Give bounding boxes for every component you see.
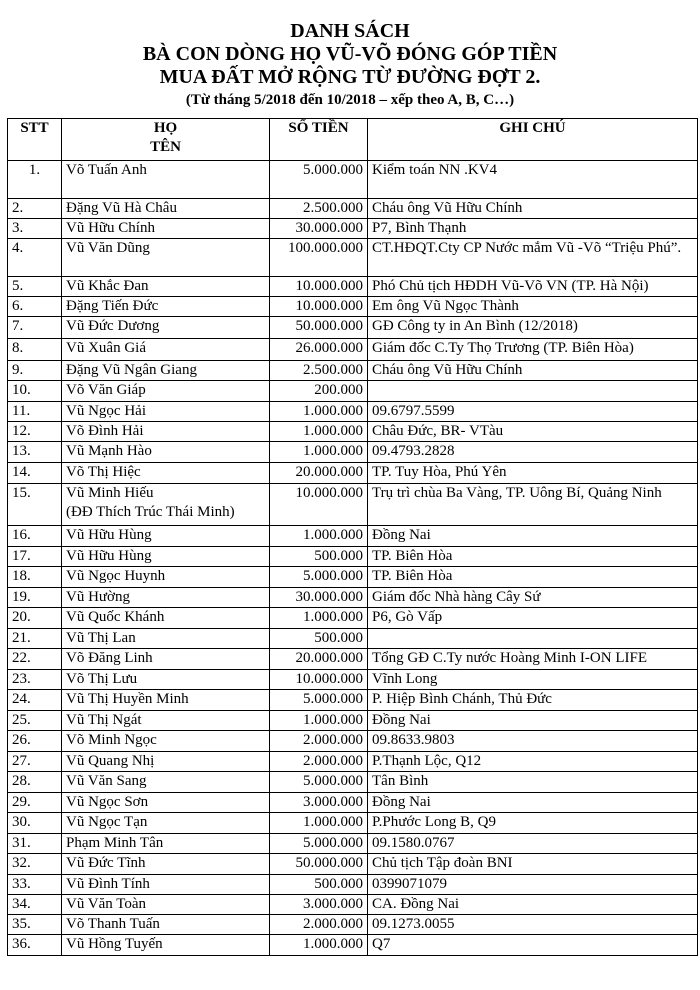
cell-amount: 1.000.000 <box>270 442 368 463</box>
cell-name <box>62 402 270 422</box>
cell-name-text: Vũ Hồng Tuyến <box>66 936 163 952</box>
cell-name <box>62 339 270 361</box>
cell-name <box>62 297 270 317</box>
table-row <box>8 752 698 772</box>
cell-name-text: Đặng Vũ Ngân Giang <box>66 362 197 378</box>
cell-stt: 33. <box>8 875 62 895</box>
cell-amount: 3.000.000 <box>270 793 368 813</box>
cell-note <box>368 381 698 402</box>
table-row <box>8 567 698 588</box>
contribution-table <box>7 118 698 956</box>
table-row <box>8 339 698 361</box>
cell-amount: 5.000.000 <box>270 834 368 854</box>
cell-stt: 29. <box>8 793 62 813</box>
cell-stt: 16. <box>8 526 62 547</box>
cell-name-text: Vũ Hữu Hùng <box>66 548 152 564</box>
cell-stt: 31. <box>8 834 62 854</box>
cell-name <box>62 834 270 854</box>
table-row <box>8 277 698 297</box>
cell-stt: 27. <box>8 752 62 772</box>
cell-note: 09.8633.9803 <box>368 731 698 752</box>
header-amount: SỐ TIỀN <box>270 119 368 161</box>
cell-name-text: Vũ Văn Dũng <box>66 240 150 256</box>
cell-note: P7, Bình Thạnh <box>368 219 698 239</box>
cell-amount: 5.000.000 <box>270 772 368 793</box>
cell-amount: 50.000.000 <box>270 317 368 339</box>
cell-note: Đồng Nai <box>368 526 698 547</box>
cell-note: 09.6797.5599 <box>368 402 698 422</box>
cell-name-text: Vũ Quang Nhị <box>66 753 155 769</box>
cell-amount: 20.000.000 <box>270 463 368 484</box>
cell-stt: 20. <box>8 608 62 629</box>
doc-period: (Từ tháng 5/2018 đến 10/2018 – xếp theo A, B, C…) <box>185 92 515 108</box>
cell-note: P.Phước Long B, Q9 <box>368 813 698 834</box>
cell-name-text: Vũ Thị Ngát <box>66 712 142 728</box>
cell-stt: 24. <box>8 690 62 711</box>
cell-amount: 2.500.000 <box>270 199 368 219</box>
cell-name-text: Vũ Quốc Khánh <box>66 609 165 625</box>
cell-name <box>62 422 270 442</box>
cell-name <box>62 361 270 381</box>
cell-stt: 30. <box>8 813 62 834</box>
cell-amount: 10.000.000 <box>270 484 368 526</box>
cell-amount: 2.000.000 <box>270 915 368 935</box>
cell-name <box>62 752 270 772</box>
cell-name <box>62 567 270 588</box>
cell-name-text: Vũ Văn Toàn <box>66 896 147 912</box>
cell-stt: 13. <box>8 442 62 463</box>
header-name-line1: HỌ <box>153 120 178 136</box>
cell-name <box>62 526 270 547</box>
doc-subtitle-1: BÀ CON DÒNG HỌ VŨ-VÕ ĐÓNG GÓP TIỀN <box>142 43 558 65</box>
table-row <box>8 875 698 895</box>
cell-stt: 21. <box>8 629 62 649</box>
cell-note: P.Thạnh Lộc, Q12 <box>368 752 698 772</box>
table-row <box>8 422 698 442</box>
cell-name-text: Võ Tuấn Anh <box>66 162 147 178</box>
cell-note: Cháu ông Vũ Hữu Chính <box>368 199 698 219</box>
cell-note: Đồng Nai <box>368 793 698 813</box>
cell-amount: 30.000.000 <box>270 588 368 608</box>
cell-amount: 2.500.000 <box>270 361 368 381</box>
table-row <box>8 813 698 834</box>
cell-name <box>62 442 270 463</box>
cell-stt: 19. <box>8 588 62 608</box>
table-row <box>8 547 698 567</box>
table-row <box>8 484 698 526</box>
cell-name-text: Vũ Đình Tính <box>66 876 150 892</box>
cell-stt: 23. <box>8 670 62 690</box>
cell-name <box>62 731 270 752</box>
table-row <box>8 935 698 956</box>
cell-amount: 500.000 <box>270 875 368 895</box>
cell-name-text: Vũ Minh Hiếu <box>66 485 154 501</box>
cell-amount: 2.000.000 <box>270 731 368 752</box>
cell-name <box>62 793 270 813</box>
cell-name-text: Vũ Đức Tĩnh <box>66 855 146 871</box>
cell-name-text: Vũ Ngọc Huynh <box>66 568 166 584</box>
cell-name <box>62 239 270 277</box>
cell-name-text: Vũ Thị Lan <box>66 630 136 646</box>
table-row <box>8 381 698 402</box>
table-row <box>8 690 698 711</box>
table-row <box>8 608 698 629</box>
cell-amount: 5.000.000 <box>270 567 368 588</box>
doc-subtitle-2: MUA ĐẤT MỞ RỘNG TỪ ĐƯỜNG ĐỢT 2. <box>159 66 541 88</box>
table-row <box>8 731 698 752</box>
cell-note: Đồng Nai <box>368 711 698 731</box>
cell-stt: 25. <box>8 711 62 731</box>
cell-note: Châu Đức, BR- VTàu <box>368 422 698 442</box>
table-row <box>8 670 698 690</box>
table-row <box>8 895 698 915</box>
table-row <box>8 402 698 422</box>
table-row <box>8 629 698 649</box>
cell-name-text: Võ Thị Lưu <box>66 671 138 687</box>
cell-name <box>62 608 270 629</box>
cell-amount: 3.000.000 <box>270 895 368 915</box>
table-row <box>8 526 698 547</box>
cell-note: CT.HĐQT.Cty CP Nước mắm Vũ -Võ “Triệu Phú”. <box>368 239 698 277</box>
cell-name <box>62 484 270 526</box>
cell-amount: 500.000 <box>270 547 368 567</box>
cell-name-text: Vũ Ngọc Tạn <box>66 814 148 830</box>
cell-amount: 1.000.000 <box>270 711 368 731</box>
cell-amount: 30.000.000 <box>270 219 368 239</box>
cell-note: CA. Đồng Nai <box>368 895 698 915</box>
table-header-row <box>8 119 698 161</box>
cell-note: Phó Chủ tịch HĐDH Vũ-Võ VN (TP. Hà Nội) <box>368 277 698 297</box>
cell-stt: 3. <box>8 219 62 239</box>
table-row <box>8 588 698 608</box>
cell-name <box>62 813 270 834</box>
cell-amount: 26.000.000 <box>270 339 368 361</box>
cell-name <box>62 277 270 297</box>
cell-stt: 28. <box>8 772 62 793</box>
cell-stt: 15. <box>8 484 62 526</box>
cell-note: Cháu ông Vũ Hữu Chính <box>368 361 698 381</box>
cell-name <box>62 935 270 956</box>
cell-note: Tân Bình <box>368 772 698 793</box>
cell-note: TP. Tuy Hòa, Phú Yên <box>368 463 698 484</box>
cell-name <box>62 875 270 895</box>
cell-name-text: Vũ Hữu Chính <box>66 220 155 236</box>
cell-name <box>62 219 270 239</box>
cell-stt: 11. <box>8 402 62 422</box>
cell-name-text: Võ Thanh Tuấn <box>66 916 160 932</box>
cell-amount: 1.000.000 <box>270 813 368 834</box>
cell-stt: 22. <box>8 649 62 670</box>
table-row <box>8 772 698 793</box>
cell-note: GĐ Công ty in An Bình (12/2018) <box>368 317 698 339</box>
cell-name <box>62 629 270 649</box>
cell-amount: 1.000.000 <box>270 608 368 629</box>
cell-note: TP. Biên Hòa <box>368 547 698 567</box>
cell-stt: 1. <box>8 161 62 199</box>
cell-amount: 200.000 <box>270 381 368 402</box>
cell-name <box>62 649 270 670</box>
cell-name-text: Võ Đăng Linh <box>66 650 153 666</box>
cell-stt: 2. <box>8 199 62 219</box>
cell-name <box>62 317 270 339</box>
cell-stt: 32. <box>8 854 62 875</box>
cell-name-text: Võ Văn Giáp <box>66 382 146 398</box>
header-stt: STT <box>8 119 62 161</box>
cell-amount: 5.000.000 <box>270 690 368 711</box>
cell-amount: 5.000.000 <box>270 161 368 199</box>
cell-note: Chủ tịch Tập đoàn BNI <box>368 854 698 875</box>
cell-name <box>62 547 270 567</box>
cell-note: Giám đốc Nhà hàng Cây Sứ <box>368 588 698 608</box>
cell-amount: 10.000.000 <box>270 297 368 317</box>
cell-note: Em ông Vũ Ngọc Thành <box>368 297 698 317</box>
cell-name-text: Phạm Minh Tân <box>66 835 164 851</box>
cell-name <box>62 463 270 484</box>
cell-name-text: Vũ Ngọc Hải <box>66 403 146 419</box>
cell-stt: 6. <box>8 297 62 317</box>
cell-name <box>62 915 270 935</box>
cell-name-text: Vũ Hữu Hùng <box>66 527 152 543</box>
cell-note: P6, Gò Vấp <box>368 608 698 629</box>
cell-stt: 34. <box>8 895 62 915</box>
cell-stt: 9. <box>8 361 62 381</box>
cell-note <box>368 629 698 649</box>
table-row <box>8 219 698 239</box>
cell-amount: 20.000.000 <box>270 649 368 670</box>
table-row <box>8 463 698 484</box>
doc-title: DANH SÁCH <box>290 20 410 42</box>
cell-amount: 100.000.000 <box>270 239 368 277</box>
cell-note: 09.4793.2828 <box>368 442 698 463</box>
cell-stt: 5. <box>8 277 62 297</box>
cell-note: Trụ trì chùa Ba Vàng, TP. Uông Bí, Quảng Ninh <box>368 484 698 526</box>
cell-amount: 1.000.000 <box>270 526 368 547</box>
cell-name-text: Vũ Xuân Giá <box>66 340 146 356</box>
cell-name <box>62 588 270 608</box>
header-name <box>62 119 270 161</box>
cell-name <box>62 670 270 690</box>
cell-amount: 10.000.000 <box>270 670 368 690</box>
cell-stt: 10. <box>8 381 62 402</box>
cell-stt: 4. <box>8 239 62 277</box>
cell-amount: 1.000.000 <box>270 935 368 956</box>
cell-name <box>62 381 270 402</box>
cell-name-text: Đặng Tiến Đức <box>66 298 159 314</box>
cell-amount: 500.000 <box>270 629 368 649</box>
cell-name-text: Vũ Ngọc Sơn <box>66 794 149 810</box>
cell-name-text: Vũ Đức Dương <box>66 318 160 334</box>
table-row <box>8 834 698 854</box>
table-body <box>8 161 698 956</box>
cell-name-text: Vũ Hường <box>66 589 130 605</box>
cell-name <box>62 711 270 731</box>
cell-note: P. Hiệp Bình Chánh, Thủ Đức <box>368 690 698 711</box>
cell-name-text: Võ Minh Ngọc <box>66 732 157 748</box>
table-row <box>8 854 698 875</box>
cell-stt: 14. <box>8 463 62 484</box>
cell-note: TP. Biên Hòa <box>368 567 698 588</box>
table-row <box>8 793 698 813</box>
table-row <box>8 649 698 670</box>
cell-amount: 2.000.000 <box>270 752 368 772</box>
cell-amount: 1.000.000 <box>270 422 368 442</box>
cell-note: Giám đốc C.Ty Thọ Trương (TP. Biên Hòa) <box>368 339 698 361</box>
table-row <box>8 239 698 277</box>
cell-stt: 7. <box>8 317 62 339</box>
cell-note: 09.1273.0055 <box>368 915 698 935</box>
header-note: GHI CHÚ <box>368 119 698 161</box>
cell-stt: 17. <box>8 547 62 567</box>
cell-note: Vĩnh Long <box>368 670 698 690</box>
cell-name <box>62 199 270 219</box>
table-row <box>8 161 698 199</box>
cell-note: Kiểm toán NN .KV4 <box>368 161 698 199</box>
table-row <box>8 711 698 731</box>
table-row <box>8 442 698 463</box>
cell-amount: 1.000.000 <box>270 402 368 422</box>
header-name-line2: TÊN <box>150 139 181 155</box>
cell-note: 09.1580.0767 <box>368 834 698 854</box>
table-row <box>8 317 698 339</box>
cell-name-subtext: (ĐĐ Thích Trúc Thái Minh) <box>66 504 235 520</box>
cell-name-text: Võ Đình Hải <box>66 423 144 439</box>
cell-stt: 18. <box>8 567 62 588</box>
cell-note: Tổng GĐ C.Ty nước Hoàng Minh I-ON LIFE <box>368 649 698 670</box>
cell-name <box>62 690 270 711</box>
cell-name-text: Vũ Thị Huyền Minh <box>66 691 189 707</box>
cell-name-text: Vũ Khắc Đan <box>66 278 149 294</box>
table-row <box>8 297 698 317</box>
cell-name-text: Đặng Vũ Hà Châu <box>66 200 177 216</box>
cell-amount: 50.000.000 <box>270 854 368 875</box>
cell-stt: 12. <box>8 422 62 442</box>
cell-name <box>62 161 270 199</box>
cell-name-text: Vũ Mạnh Hào <box>66 443 152 459</box>
cell-note: 0399071079 <box>368 875 698 895</box>
cell-name-text: Vũ Văn Sang <box>66 773 147 789</box>
cell-stt: 26. <box>8 731 62 752</box>
table-row <box>8 915 698 935</box>
cell-stt: 35. <box>8 915 62 935</box>
cell-name <box>62 772 270 793</box>
cell-amount: 10.000.000 <box>270 277 368 297</box>
cell-stt: 36. <box>8 935 62 956</box>
cell-name <box>62 854 270 875</box>
cell-name-text: Võ Thị Hiệc <box>66 464 141 480</box>
table-row <box>8 361 698 381</box>
cell-stt: 8. <box>8 339 62 361</box>
cell-note: Q7 <box>368 935 698 956</box>
cell-name <box>62 895 270 915</box>
table-row <box>8 199 698 219</box>
